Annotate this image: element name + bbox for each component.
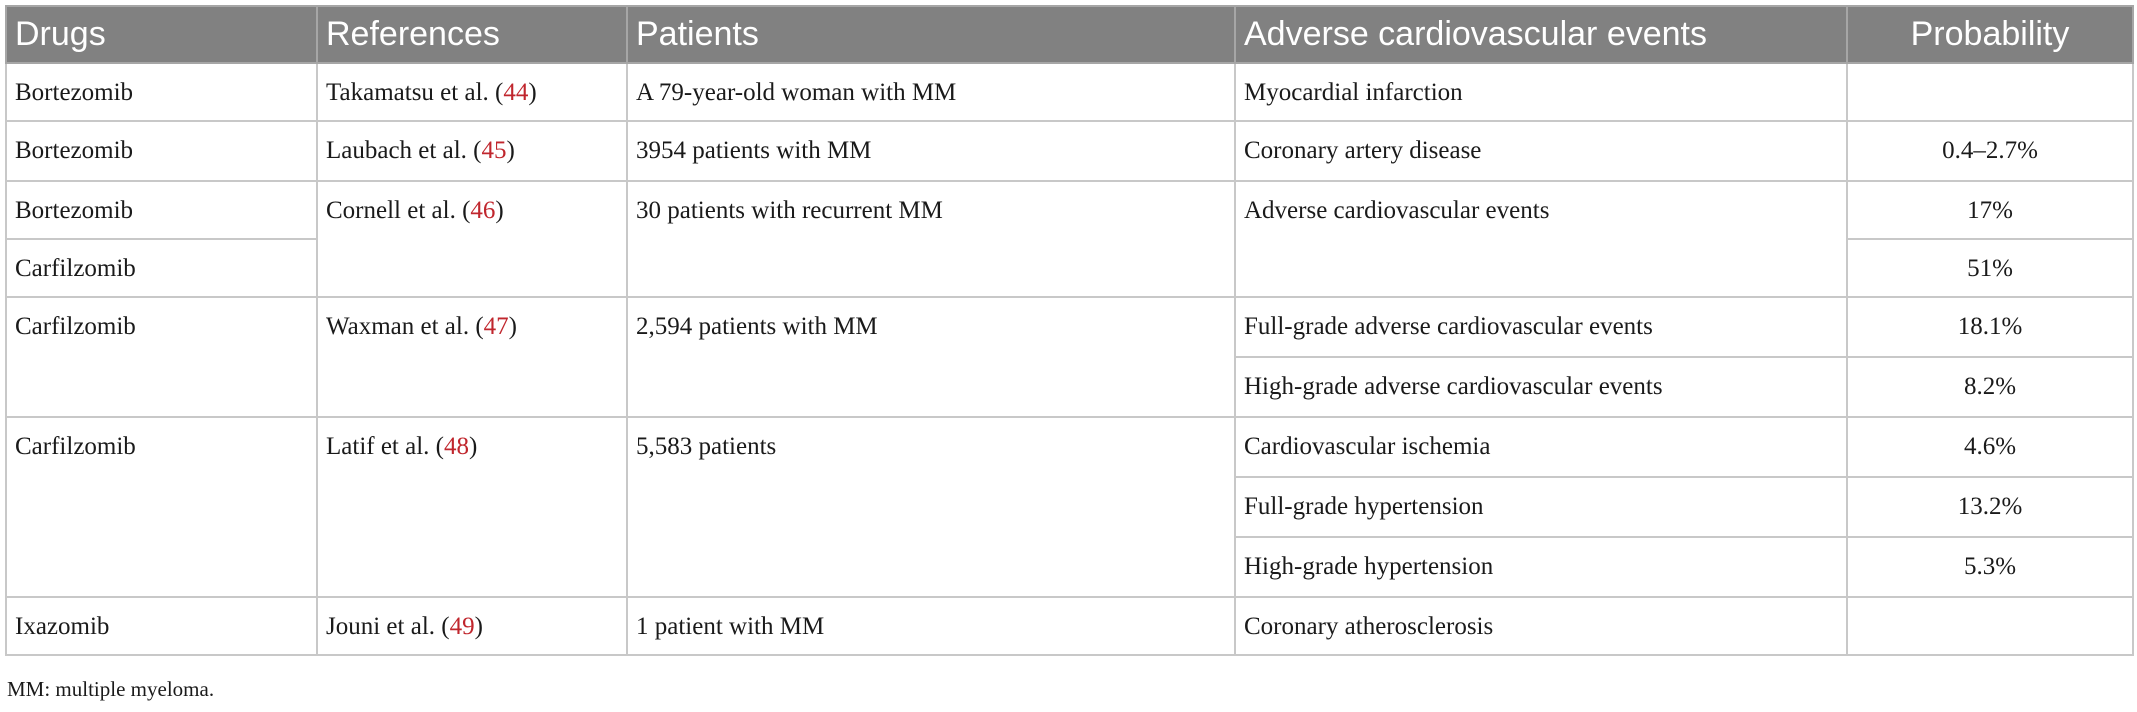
patients-cell: 1 patient with MM <box>627 597 1235 655</box>
probability-cell: 51% <box>1847 239 2133 297</box>
reference-author: Jouni et al. ( <box>326 613 450 640</box>
probability-cell: 0.4–2.7% <box>1847 121 2133 181</box>
patients-cell: 5,583 patients <box>627 417 1235 597</box>
reference-link[interactable]: 49 <box>449 613 475 640</box>
patients-cell: 2,594 patients with MM <box>627 297 1235 417</box>
drug-cell: Carfilzomib <box>6 297 317 417</box>
reference-author: Latif et al. ( <box>326 433 444 460</box>
event-cell: Full-grade adverse cardiovascular events <box>1235 297 1847 357</box>
event-cell: Adverse cardiovascular events <box>1235 181 1847 297</box>
reference-author: Laubach et al. ( <box>326 137 482 164</box>
reference-author: Waxman et al. ( <box>326 313 484 340</box>
reference-cell <box>317 297 627 417</box>
reference-paren: ) <box>469 433 478 460</box>
header-patients: Patients <box>627 6 1235 63</box>
drug-cell: Carfilzomib <box>6 239 317 297</box>
reference-cell <box>317 597 627 655</box>
probability-cell: 13.2% <box>1847 477 2133 537</box>
header-row <box>6 6 2133 63</box>
reference-author: Cornell et al. ( <box>326 197 471 224</box>
reference-link[interactable]: 46 <box>470 197 496 224</box>
drug-cell: Ixazomib <box>6 597 317 655</box>
header-events: Adverse cardiovascular events <box>1235 6 1847 63</box>
reference-cell <box>317 121 627 181</box>
header-drugs: Drugs <box>6 6 317 63</box>
reference-paren: ) <box>474 613 483 640</box>
drug-cell: Bortezomib <box>6 181 317 239</box>
reference-paren: ) <box>528 79 537 106</box>
reference-paren: ) <box>508 313 517 340</box>
table-row <box>6 63 2133 121</box>
reference-paren: ) <box>495 197 504 224</box>
patients-cell: A 79-year-old woman with MM <box>627 63 1235 121</box>
probability-cell <box>1847 63 2133 121</box>
drug-cell: Bortezomib <box>6 121 317 181</box>
event-cell: Myocardial infarction <box>1235 63 1847 121</box>
patients-cell: 3954 patients with MM <box>627 121 1235 181</box>
table-wrapper <box>5 5 2132 656</box>
patients-cell: 30 patients with recurrent MM <box>627 181 1235 297</box>
reference-author: Takamatsu et al. ( <box>326 79 504 106</box>
drug-cell: Carfilzomib <box>6 417 317 597</box>
event-cell: Coronary artery disease <box>1235 121 1847 181</box>
table-row <box>6 121 2133 181</box>
header-probability: Probability <box>1847 6 2133 63</box>
event-cell: High-grade adverse cardiovascular events <box>1235 357 1847 417</box>
probability-cell: 8.2% <box>1847 357 2133 417</box>
reference-link[interactable]: 45 <box>481 137 507 164</box>
probability-cell: 5.3% <box>1847 537 2133 597</box>
reference-link[interactable]: 44 <box>503 79 529 106</box>
probability-cell <box>1847 597 2133 655</box>
probability-cell: 4.6% <box>1847 417 2133 477</box>
event-cell: High-grade hypertension <box>1235 537 1847 597</box>
probability-cell: 18.1% <box>1847 297 2133 357</box>
adverse-events-table <box>5 5 2134 656</box>
reference-link[interactable]: 48 <box>444 433 469 460</box>
table-row <box>6 181 2133 239</box>
event-cell: Coronary atherosclerosis <box>1235 597 1847 655</box>
reference-cell <box>317 63 627 121</box>
probability-cell: 17% <box>1847 181 2133 239</box>
reference-cell <box>317 181 627 297</box>
table-row <box>6 417 2133 477</box>
table-row <box>6 597 2133 655</box>
table-row <box>6 297 2133 357</box>
event-cell: Full-grade hypertension <box>1235 477 1847 537</box>
reference-cell <box>317 417 627 597</box>
reference-link[interactable]: 47 <box>483 313 509 340</box>
reference-paren: ) <box>506 137 515 164</box>
event-cell: Cardiovascular ischemia <box>1235 417 1847 477</box>
header-references: References <box>317 6 627 63</box>
table-footnote: MM: multiple myeloma. <box>7 677 215 701</box>
drug-cell: Bortezomib <box>6 63 317 121</box>
